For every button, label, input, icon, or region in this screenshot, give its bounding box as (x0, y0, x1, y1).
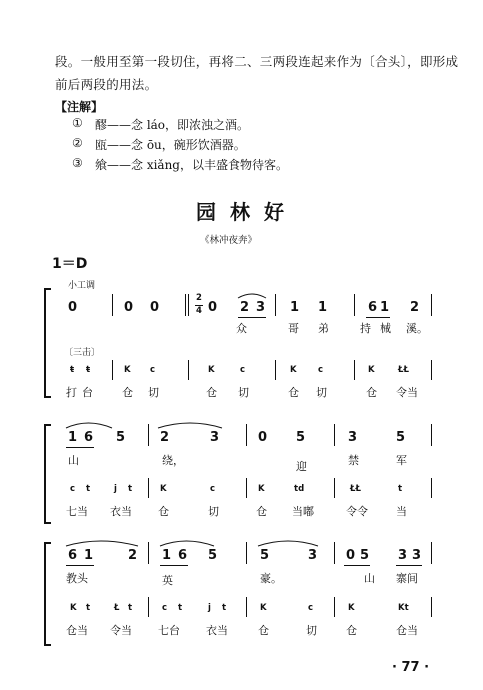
note: 2 (410, 300, 420, 315)
perc-lyric: 衣当 (110, 505, 132, 518)
perc-mark: K (208, 365, 215, 375)
lyric: 绕， (162, 454, 184, 467)
note: 1 (162, 548, 172, 563)
perc-lyric: 仓当 (66, 624, 88, 637)
slur (66, 541, 138, 546)
note: 2 (128, 548, 138, 563)
perc-lyric: 仓当 (396, 624, 418, 637)
note-text-3: 飨——念 xiǎng，以丰盛食物待客。 (95, 158, 288, 172)
perc-mark: ŧ (86, 365, 91, 375)
perc-lyric: 切 (238, 386, 249, 399)
notes-heading: 【注解】 (55, 100, 104, 114)
note: 5 (296, 430, 306, 445)
note-mark-2: ② (72, 136, 83, 150)
perc-mark: t (398, 484, 403, 494)
perc-mark: c (308, 603, 314, 613)
perc-mark: c (318, 365, 324, 375)
perc-lyric: 仓 (158, 505, 169, 518)
note: 0 (346, 548, 356, 563)
perc-mark: K (258, 484, 265, 494)
note: 3 (210, 430, 220, 445)
note: 5 (260, 548, 270, 563)
perc-lyric: 切 (316, 386, 327, 399)
perc-lyric: 当嘟 (292, 505, 314, 518)
perc-lyric: 仓 (206, 386, 217, 399)
note: 5 (116, 430, 126, 445)
perc-mark: c (70, 484, 76, 494)
lyric: 众 (236, 322, 247, 335)
perc-mark: K (124, 365, 131, 375)
slur (66, 423, 112, 428)
perc-mark: c (240, 365, 246, 375)
note: 3 (398, 548, 408, 563)
percussion-label: 〔三击〕 (64, 348, 101, 358)
perc-lyric: 仓 (256, 505, 267, 518)
note: 5 (208, 548, 218, 563)
perc-mark: K (160, 484, 167, 494)
time-sig-bottom: 4 (196, 306, 202, 316)
perc-lyric: 仓 (288, 386, 299, 399)
perc-lyric: 七台 (158, 624, 180, 637)
note: 1 (318, 300, 328, 315)
note: 0 (124, 300, 134, 315)
perc-lyric: 令当 (110, 624, 132, 637)
perc-mark: Ł (114, 603, 120, 613)
perc-mark: ŁŁ (398, 365, 409, 375)
lyric: 山 (364, 572, 375, 585)
mode-label: 小工调 (68, 281, 96, 291)
perc-lyric: 切 (208, 505, 219, 518)
lyric: 迎 (296, 460, 307, 473)
perc-lyric: 打 (66, 386, 77, 399)
perc-lyric: 切 (306, 624, 317, 637)
perc-mark: td (294, 484, 305, 494)
paragraph-line-1: 段。一般用至第一段切住，再将二、三两段连起来作为〔合头〕，即形成 (55, 54, 459, 69)
note: 2 (240, 300, 250, 315)
slur (160, 541, 214, 546)
perc-mark: K (70, 603, 77, 613)
paragraph-line-2: 前后两段的用法。 (55, 77, 158, 92)
note: 0 (258, 430, 268, 445)
slur (238, 294, 266, 298)
slur (158, 423, 222, 428)
perc-lyric: 令当 (396, 386, 418, 399)
lyric: 英 (162, 574, 173, 587)
note-mark-1: ① (72, 116, 83, 130)
song-title: 园林好 (196, 200, 298, 224)
note: 3 (256, 300, 266, 315)
note-text-1: 醪——念 láo，即浓浊之酒。 (95, 118, 250, 132)
time-sig-top: 2 (196, 293, 202, 303)
note: 0 (208, 300, 218, 315)
perc-mark: t (178, 603, 183, 613)
perc-mark: c (210, 484, 216, 494)
note: 3 (308, 548, 318, 563)
note: 1 (84, 548, 94, 563)
perc-mark: K (368, 365, 375, 375)
perc-mark: c (162, 603, 168, 613)
note: 0 (68, 300, 78, 315)
note: 6 (368, 300, 378, 315)
slur (258, 541, 318, 546)
perc-mark: j (114, 484, 117, 494)
note: 6 (178, 548, 188, 563)
perc-mark: K (290, 365, 297, 375)
perc-lyric: 七当 (66, 505, 88, 518)
lyric: 持 (360, 322, 371, 335)
perc-mark: t (128, 484, 133, 494)
perc-lyric: 当 (396, 505, 407, 518)
note: 5 (396, 430, 406, 445)
lyric: 弟 (318, 322, 329, 335)
note: 3 (412, 548, 422, 563)
note: 0 (150, 300, 160, 315)
perc-mark: K (260, 603, 267, 613)
lyric: 寨间 (396, 572, 418, 585)
song-subtitle: 《林冲夜奔》 (200, 235, 258, 246)
lyric: 械 (380, 322, 391, 335)
note: 1 (380, 300, 390, 315)
perc-lyric: 令令 (346, 505, 368, 518)
lyric: 教头 (66, 572, 88, 585)
perc-lyric: 仓 (346, 624, 357, 637)
lyric: 军 (396, 454, 407, 467)
note-mark-3: ③ (72, 156, 83, 170)
note: 5 (360, 548, 370, 563)
lyric: 溪。 (406, 322, 428, 335)
perc-lyric: 台 (82, 386, 93, 399)
note: 1 (290, 300, 300, 315)
perc-mark: ŧ (70, 365, 75, 375)
note: 3 (348, 430, 358, 445)
page-number: · 77 · (392, 660, 430, 675)
perc-lyric: 衣当 (206, 624, 228, 637)
perc-lyric: 仓 (366, 386, 377, 399)
lyric: 哥 (288, 322, 299, 335)
perc-mark: t (86, 484, 91, 494)
perc-mark: c (150, 365, 156, 375)
lyric: 豪。 (260, 572, 282, 585)
perc-mark: j (208, 603, 211, 613)
perc-mark: t (86, 603, 91, 613)
key-signature: 1＝D (52, 256, 88, 272)
perc-mark: t (128, 603, 133, 613)
perc-lyric: 切 (148, 386, 159, 399)
perc-mark: ŁŁ (350, 484, 361, 494)
note: 2 (160, 430, 170, 445)
note-text-2: 瓯——念 ōu，碗形饮酒器。 (95, 138, 246, 152)
note: 6 (68, 548, 78, 563)
perc-mark: t (222, 603, 227, 613)
note: 1 (68, 430, 78, 445)
note: 6 (84, 430, 94, 445)
perc-lyric: 仓 (258, 624, 269, 637)
lyric: 禁 (348, 454, 359, 467)
perc-lyric: 仓 (122, 386, 133, 399)
lyric: 山 (68, 454, 79, 467)
perc-mark: K (348, 603, 355, 613)
perc-mark: Kt (398, 603, 409, 613)
